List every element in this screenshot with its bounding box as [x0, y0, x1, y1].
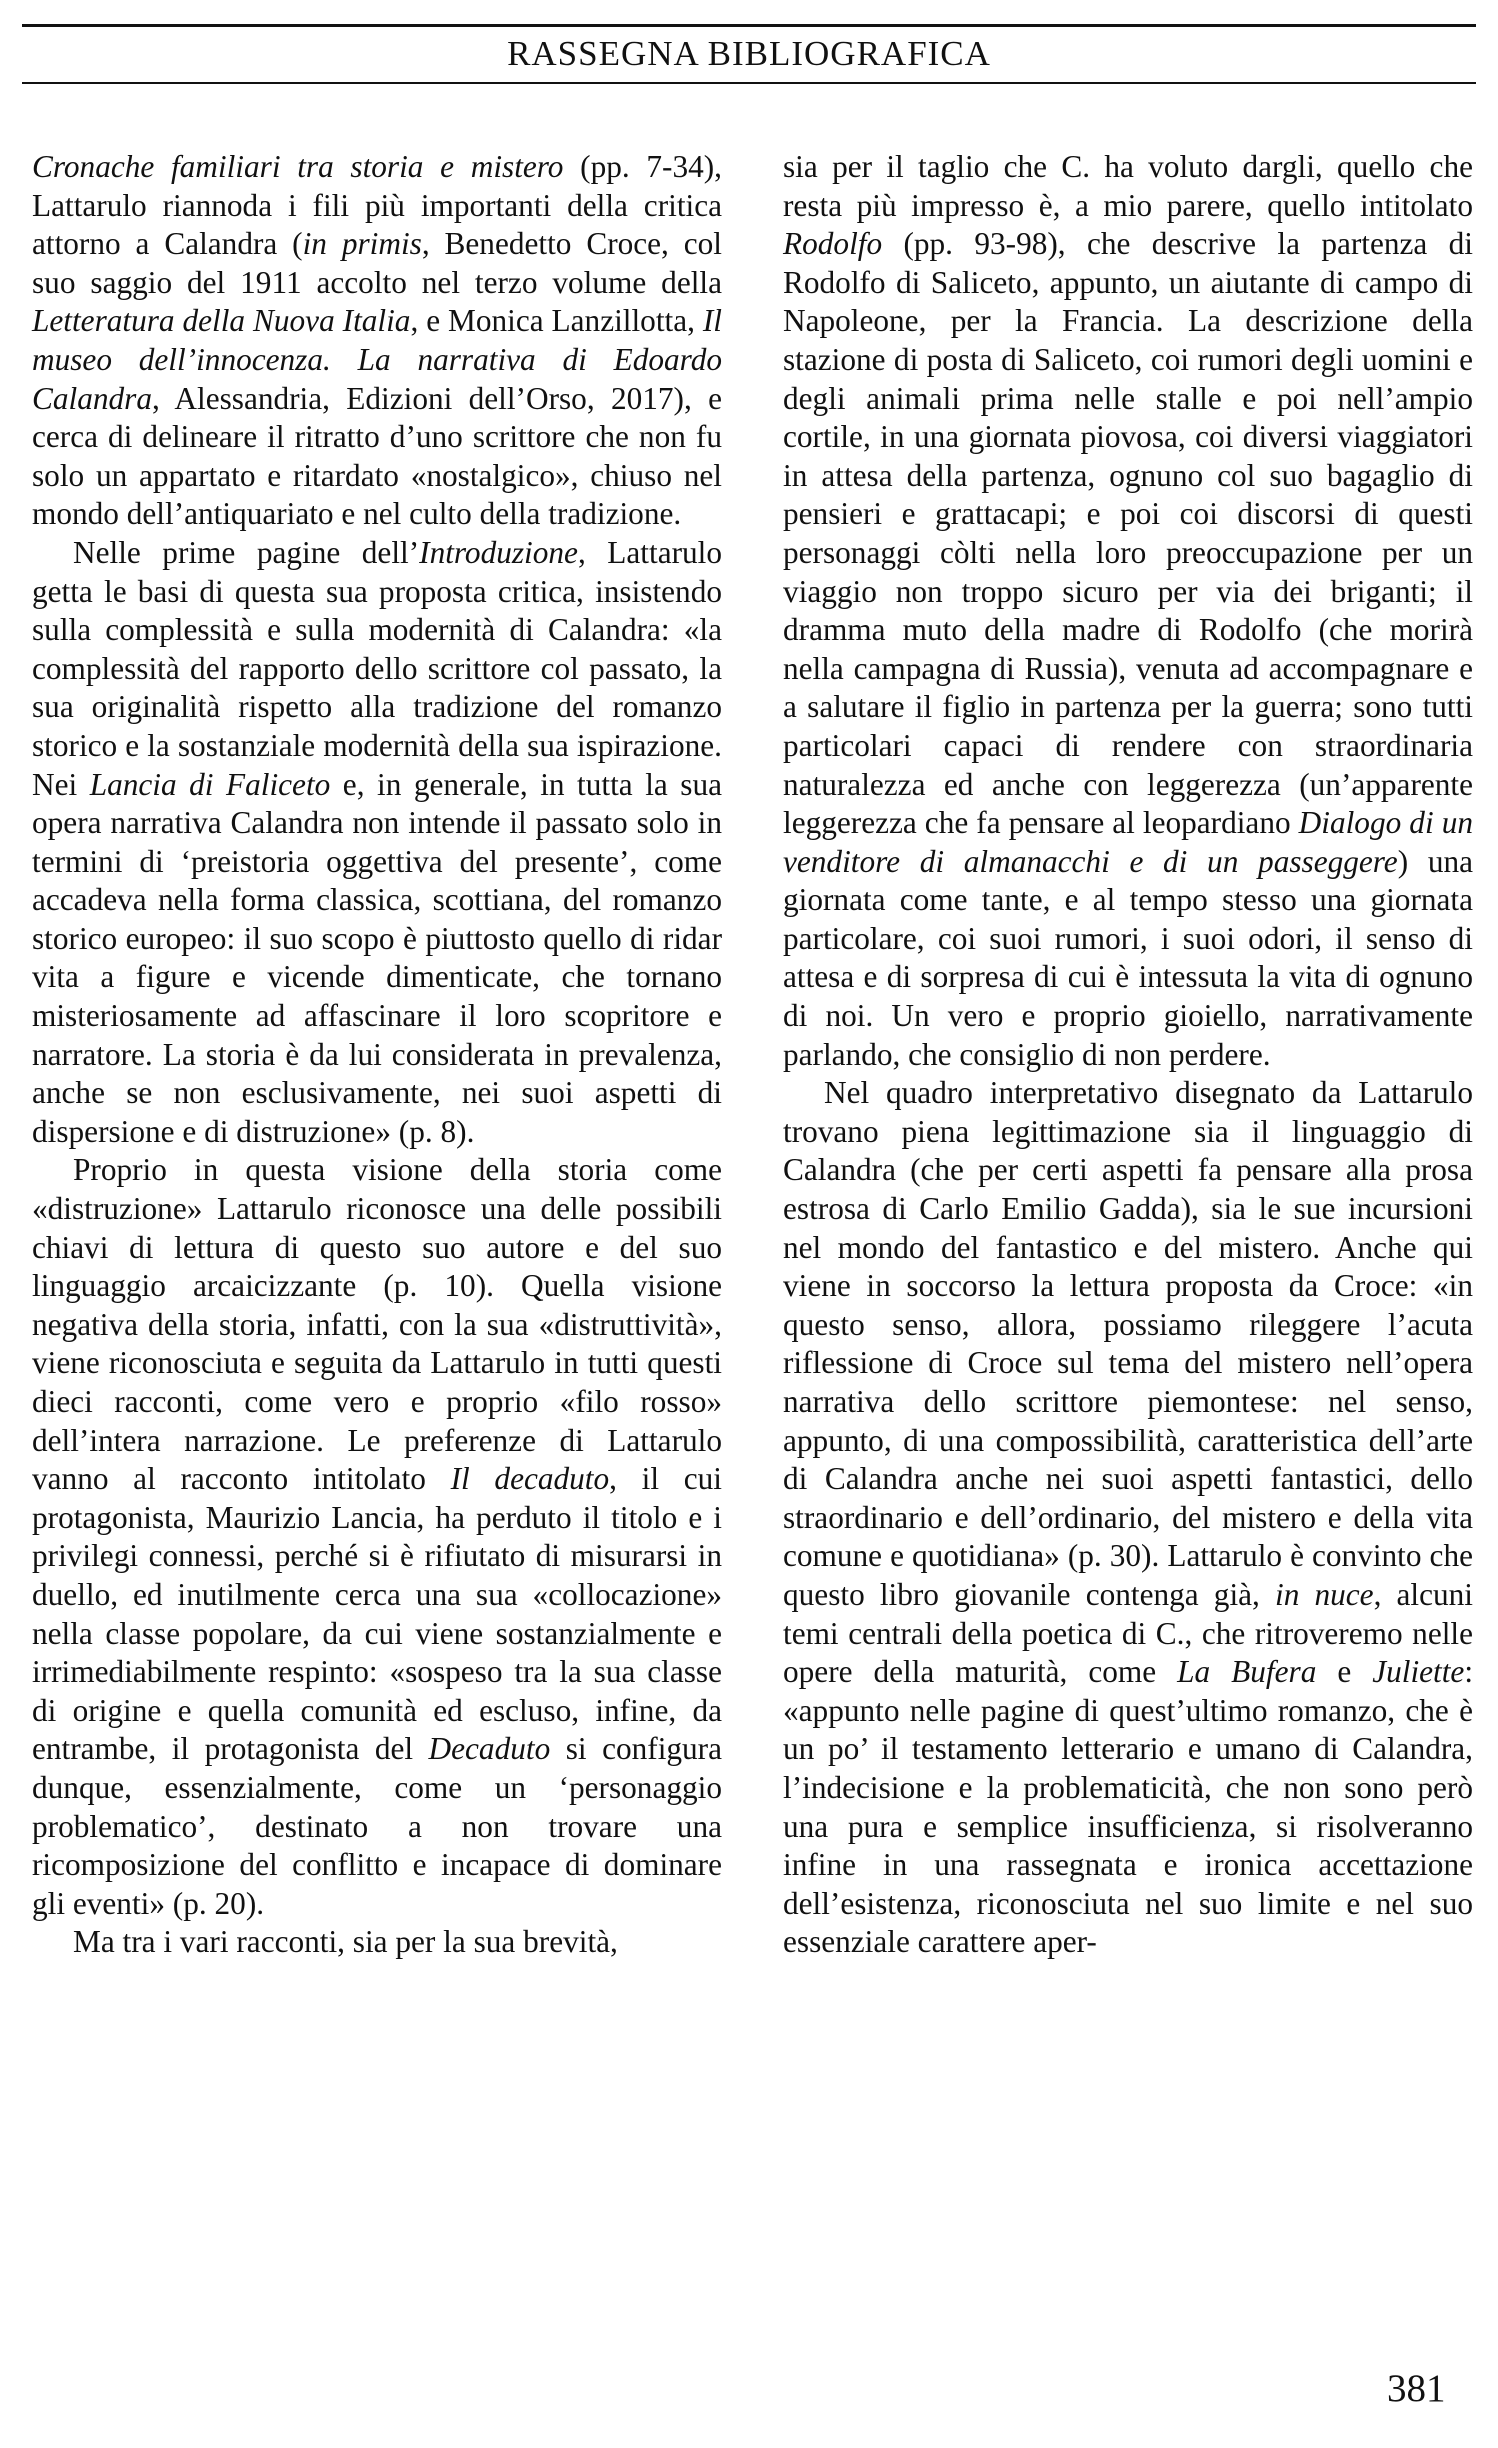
text-segment: Nel quadro interpretativo disegnato da Lattarulo trovano piena legittimazione sia il linguaggio di Calandra (che per certi aspetti fa pensare alla prosa estrosa di Carlo Emilio Gadda), sia le sue incursioni nel mondo del fantastico e del mistero. Anche qui viene in soccorso la lettura proposta da Croce: «in questo senso, allora, possiamo rileggere l’acuta riflessione di Croce sul tema del mistero nell’opera narrativa dello scrittore piemontese: nel senso, appunto, di una compossibilità, caratteristica dell’arte di Calandra anche nei suoi aspetti fantastici, dello straordinario e dell’ordinario, del mistero e della vita comune e quotidiana» (p. 30). Lattarulo è convinto che questo libro giovanile contenga già, [783, 1075, 1473, 1612]
italic-text-segment: in nuce [1275, 1576, 1374, 1612]
paragraph [783, 1074, 1473, 1962]
text-segment: (pp. 93-98), che descrive la partenza di Rodolfo di Saliceto, appunto, un aiutante di campo di Napoleone, per la Francia. La descrizione della stazione di posta di Saliceto, coi rumori degli uomini e degli animali prima nelle stalle e poi nell’ampio cortile, in una giornata piovosa, coi diversi viaggiatori in attesa della partenza, ognuno col suo bagaglio di pensieri e grattacapi; e poi coi discorsi di questi personaggi còlti nella loro preoccupazione per un viaggio non troppo sicuro per via dei briganti; il dramma muto della madre di Rodolfo (che morirà nella campagna di Russia), venuta ad accompagnare e a salutare il figlio in partenza per la guerra; sono tutti particolari capaci di rendere con straordinaria naturalezza ed anche con leggerezza (un’apparente leggerezza che fa pensare al leopardiano [783, 226, 1473, 841]
italic-text-segment: Decaduto [428, 1731, 551, 1767]
text-segment: e [1316, 1654, 1373, 1690]
running-header: RASSEGNA BIBLIOGRAFICA [507, 34, 991, 73]
italic-text-segment: Introduzione [419, 534, 578, 570]
text-segment: , Alessandria, Edizioni dell’Orso, 2017), e cerca di delineare il ritratto d’uno scrittore che non fu solo un appartato e ritardato «nostalgico», chiuso nel mondo dell’antiquariato e nel culto della tradizione. [32, 380, 722, 532]
header-rule-bottom [22, 82, 1476, 84]
header-rule-top [22, 24, 1476, 27]
text-segment: , Benedetto Croce, col suo saggio del 1911 accolto nel terzo volume della [32, 226, 722, 300]
text-segment: , il cui protagonista, Maurizio Lancia, ha perduto il titolo e i privilegi connessi, perché si è rifiutato di misurarsi in duello, ed inutilmente cerca una sua «collocazione» nella classe popolare, da cui viene sostanzialmente e irrimediabilmente respinto: «sospeso tra la sua classe di origine e quella comunità ed escluso, infine, da entrambe, il protagonista del [32, 1461, 722, 1767]
italic-text-segment: Lancia di Faliceto [89, 766, 331, 802]
right-column [783, 148, 1473, 1962]
text-segment: si configura dunque, essenzialmente, come un ‘personaggio problematico’, destinato a non trovare una ricomposizione del conflitto e incapace di dominare gli eventi» (p. 20). [32, 1731, 722, 1921]
paragraph [32, 1923, 722, 1962]
paragraph [32, 1151, 722, 1923]
paragraph [783, 148, 1473, 1074]
text-segment: Nelle prime pagine dell’ [73, 534, 420, 570]
left-column [32, 148, 722, 1962]
text-segment: Proprio in questa visione della storia come «distruzione» Lattarulo riconosce una delle possibili chiavi di lettura di questo suo autore e del suo linguaggio arcaicizzante (p. 10). Quella visione negativa della storia, infatti, con la sua «distruttività», viene riconosciuta e seguita da Lattarulo in tutti questi dieci racconti, come vero e proprio «filo rosso» dell’intera narrazione. Le preferenze di Lattarulo vanno al racconto intitolato [32, 1152, 722, 1497]
italic-text-segment: in primis [302, 226, 422, 262]
italic-text-segment: Letteratura della Nuova Italia [32, 303, 411, 339]
text-segment: sia per il taglio che C. ha voluto dargli, quello che resta più impresso è, a mio parere, quello intitolato [783, 149, 1473, 223]
italic-text-segment: Cronache familiari tra storia e mistero [32, 149, 564, 184]
text-segment: Ma tra i vari racconti, sia per la sua brevità, [73, 1924, 618, 1960]
text-segment: , alcuni temi centrali della poetica di C., che ritroveremo nelle opere della maturità, come [783, 1576, 1473, 1690]
italic-text-segment: La Bufera [1177, 1654, 1317, 1690]
paragraph [32, 148, 722, 534]
text-segment: , e Monica Lanzillotta, [410, 303, 703, 339]
italic-text-segment: Il decaduto [450, 1461, 610, 1497]
italic-text-segment: Il museo dell’innocenza. La narrativa di Edoardo Calandra [32, 303, 722, 416]
text-segment: : «appunto nelle pagine di quest’ultimo romanzo, che è un po’ il testamento letterario e umano di Calandra, l’indecisione e la problematicità, che non sono però una pura e semplice insufficienza, si risolveranno infine in una rassegnata e ironica accettazione dell’esistenza, riconosciuta nel suo limite e nel suo essenziale carattere aper- [783, 1654, 1474, 1960]
page-number: 381 [1387, 2367, 1446, 2410]
italic-text-segment: Rodolfo [783, 226, 883, 262]
text-segment: e, in generale, in tutta la sua opera narrativa Calandra non intende il passato solo in termini di ‘preistoria oggettiva del presente’, come accadeva nella forma classica, scottiana, del romanzo storico europeo: il suo scopo è piuttosto quello di ridar vita a figure e vicende dimenticate, che tornano misteriosamente ad affascinare il loro scopritore e narratore. La storia è da lui considerata in prevalenza, anche se non esclusivamente, nei suoi aspetti di dispersione e di distruzione» (p. 8). [32, 766, 723, 1149]
italic-text-segment: Juliette [1372, 1654, 1465, 1690]
italic-text-segment: Dialogo di un venditore di almanacchi e di un passeggere [783, 805, 1473, 879]
text-segment: ) una giornata come tante, e al tempo stesso una giornata particolare, coi suoi rumori, i suoi odori, il senso di attesa e di sorpresa di cui è intessuta la vita di ognuno di noi. Un vero e proprio gioiello, narrativamente parlando, che consiglio di non perdere. [783, 843, 1474, 1072]
paragraph [32, 534, 722, 1152]
text-segment: , Lattarulo getta le basi di questa sua proposta critica, insistendo sulla complessità e sulla modernità di Calandra: «la complessità del rapporto dello scrittore col passato, la sua originalità rispetto alla tradizione del romanzo storico e la sostanziale modernità della sua ispirazione. Nei [32, 534, 722, 802]
text-segment: (pp. 7-34), Lattarulo riannoda i fili più importanti della critica attorno a Calandra ( [32, 149, 722, 262]
